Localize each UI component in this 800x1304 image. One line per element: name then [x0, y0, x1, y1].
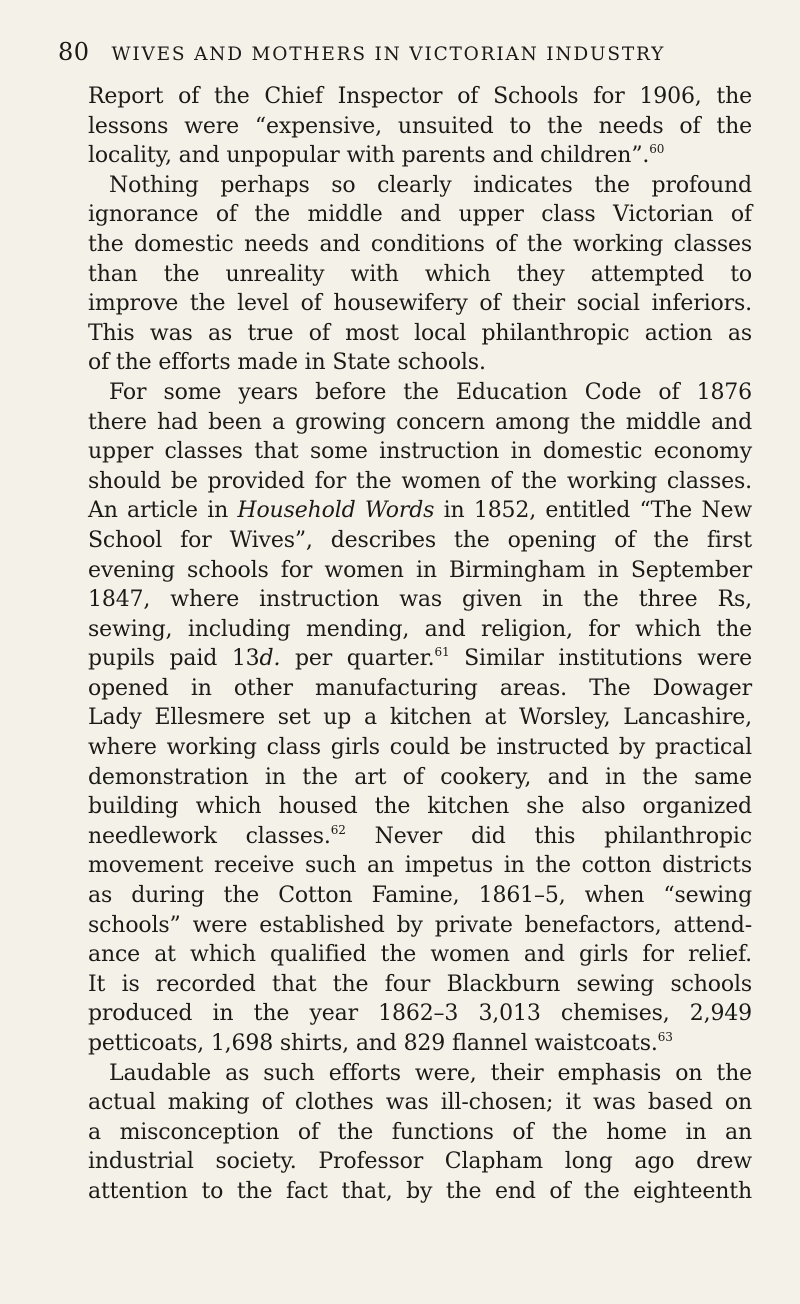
running-title: WIVES AND MOTHERS IN VICTORIAN INDUSTRY [111, 44, 666, 65]
text-line: This was as true of most local philanthropic action as [88, 320, 752, 346]
text-line: opened in other manufacturing areas. The Dowager [88, 675, 752, 701]
text-line: where working class girls could be instructed by practical [88, 735, 752, 761]
paragraph-start: Laudable as such efforts were, their emphasis on the [109, 1060, 752, 1086]
text-line: the domestic needs and conditions of the working classes [88, 231, 752, 257]
body-text [88, 82, 752, 1207]
text-line: produced in the year 1862–3 3,013 chemises, 2,949 [88, 1001, 752, 1027]
text-line: An article in Household Words in 1852, entitled “The New [88, 498, 752, 524]
paragraph-start: Nothing perhaps so clearly indicates the profound [109, 172, 752, 198]
text-line: than the unreality with which they attempted to [88, 261, 752, 287]
page-number: 80 [58, 38, 90, 66]
text-line: improve the level of housewifery of their social inferiors. [88, 291, 752, 317]
italic-abbrev: d. [259, 646, 281, 672]
footnote-ref: 62 [330, 822, 346, 837]
text-line: upper classes that some instruction in domestic economy [88, 439, 752, 465]
text-line: ignorance of the middle and upper class Victorian of [88, 202, 752, 228]
text-line: of the efforts made in State schools. [88, 350, 486, 376]
text-line: demonstration in the art of cookery, and in the same [88, 764, 752, 790]
text-line: as during the Cotton Famine, 1861–5, when “sewing [88, 883, 752, 909]
text-line: evening schools for women in Birmingham in September [88, 557, 752, 583]
footnote-ref: 61 [434, 645, 450, 660]
text-line: Report of the Chief Inspector of Schools for 1906, the [88, 84, 752, 109]
text-line: lessons were “expensive, unsuited to the needs of the [88, 113, 752, 139]
text-line: Lady Ellesmere set up a kitchen at Worsley, Lancashire, [88, 705, 752, 731]
footnote-ref: 60 [649, 142, 665, 157]
paragraph-start: For some years before the Education Code of 1876 [109, 379, 752, 405]
text-line: industrial society. Professor Clapham long ago drew [88, 1149, 752, 1175]
text-line: sewing, including mending, and religion, for which the [88, 616, 752, 642]
text-line: schools” were established by private benefactors, attend- [88, 912, 752, 938]
text-line: ance at which qualified the women and girls for relief. [88, 942, 752, 968]
text-line: 1847, where instruction was given in the three Rs, [88, 587, 752, 613]
text-line: a misconception of the functions of the home in an [88, 1119, 752, 1145]
text-line: attention to the fact that, by the end of the eighteenth [88, 1178, 752, 1204]
text-line: needlework classes.$^{62}$ Never did this philanthropic [88, 822, 752, 849]
text-line: School for Wives”, describes the opening of the first [88, 527, 752, 553]
italic-title: Household Words [237, 498, 435, 524]
text-line: building which housed the kitchen she also organized [88, 794, 752, 820]
text-line: pupils paid 13d. per quarter.$^{61}$ Similar institutions were [88, 645, 752, 672]
text-line: locality, and unpopular with parents and children”.$^{60}$ [88, 142, 665, 169]
text-line: actual making of clothes was ill-chosen; it was based on [88, 1090, 752, 1116]
footnote-ref: 63 [657, 1030, 673, 1044]
text-line: should be provided for the women of the working classes. [88, 468, 752, 494]
text-line: It is recorded that the four Blackburn sewing schools [88, 971, 752, 997]
text-line: petticoats, 1,698 shirts, and 829 flannel waistcoats.$^{63}$ [88, 1030, 673, 1056]
text-line: there had been a growing concern among the middle and [88, 409, 752, 435]
text-line: movement receive such an impetus in the cotton districts [88, 853, 752, 879]
running-head [58, 38, 748, 74]
